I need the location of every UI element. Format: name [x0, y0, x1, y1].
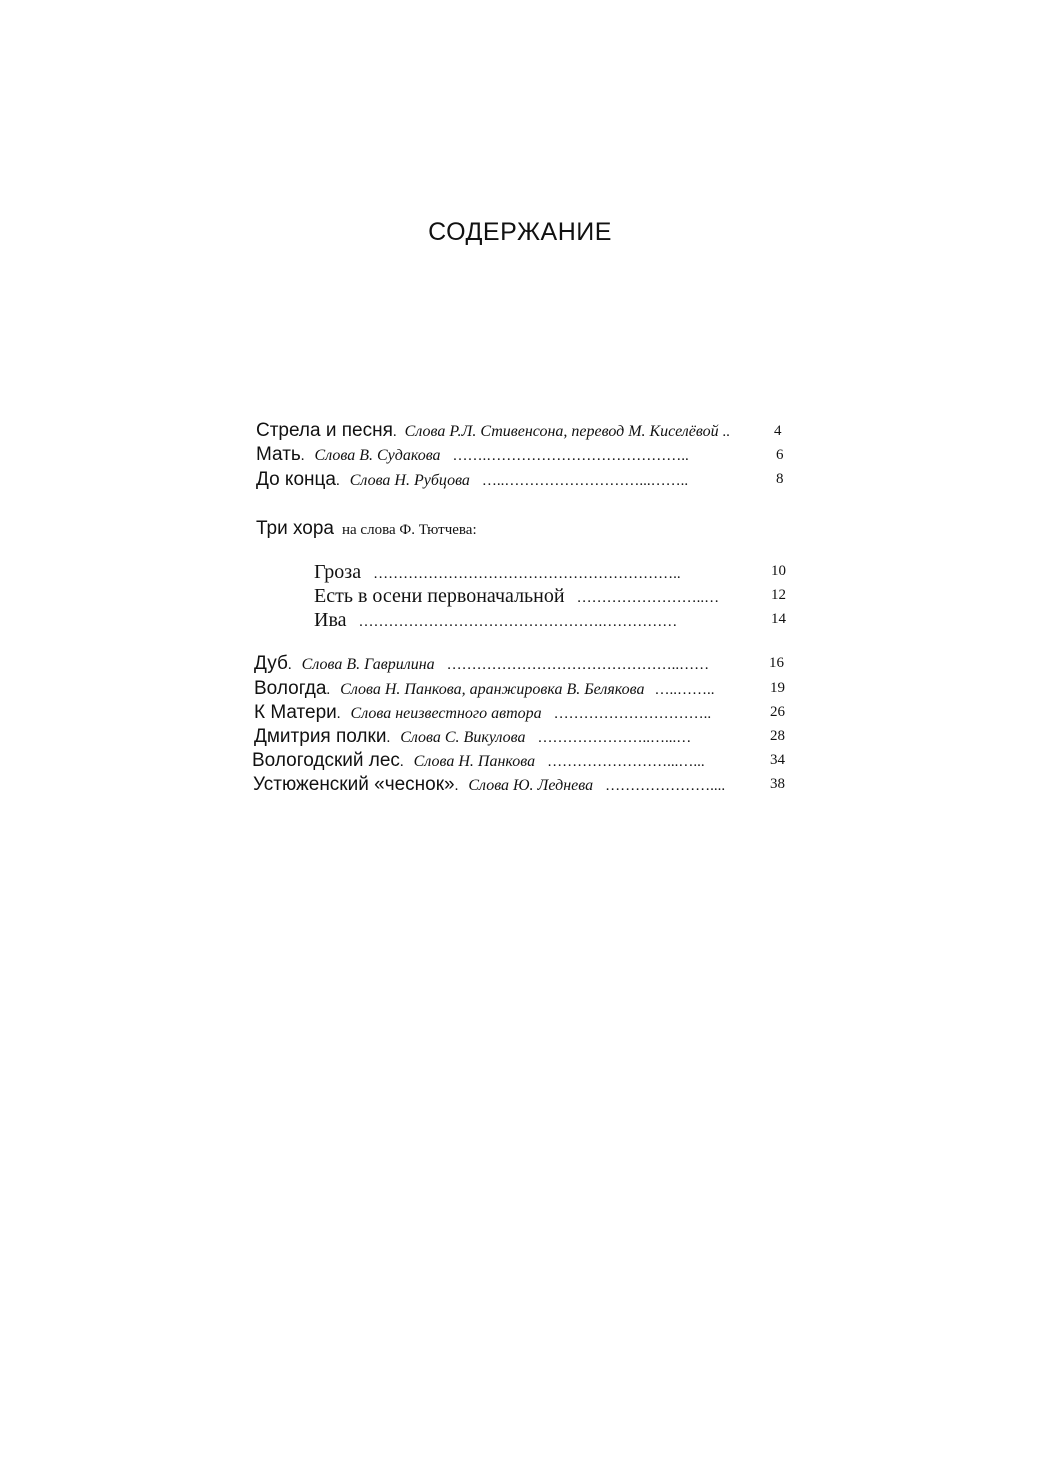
toc-entry-page: 6 [776, 447, 784, 463]
toc-entry-punct: . [454, 778, 459, 794]
toc-entry-page: 34 [770, 752, 785, 768]
toc-entry-words: Слова Р.Л. Стивенсона, перевод М. Киселёвой [404, 423, 719, 440]
toc-entry-punct: . [336, 706, 341, 722]
toc-group-title: Три хора [256, 518, 334, 539]
toc-entry-punct: . [392, 424, 397, 440]
toc-entry-page: 26 [770, 704, 785, 720]
toc-entry-page: 38 [770, 776, 785, 792]
page-heading: СОДЕРЖАНИЕ [428, 218, 612, 246]
toc-group-heading [256, 519, 477, 538]
toc-entry-leader: …….………………………………….. [452, 448, 689, 464]
toc-entry-title: Мать [256, 444, 301, 465]
toc-entry-title: К Матери [254, 702, 337, 723]
toc-entry-page: 28 [770, 728, 785, 744]
toc-entry [252, 751, 705, 770]
toc-entry-punct: . [399, 754, 404, 770]
toc-entry-title: Вологодский лес [252, 750, 400, 771]
toc-entry-leader: ………………………….. [553, 706, 712, 722]
toc-entry-words: Слова Ю. Леднева [468, 777, 594, 794]
toc-subentry-leader: ………………………………………….…………… [358, 614, 678, 630]
toc-entry-title: До конца [256, 469, 336, 490]
toc-entry-leader: …..………………………...…….. [481, 473, 689, 489]
toc-subentry-leader: …………………………………………………….. [373, 566, 681, 582]
toc-subentry-page: 12 [771, 587, 786, 603]
toc-entry-title: Устюженский «чеснок» [253, 774, 455, 795]
toc-entry-leader: ……………………...…... [547, 754, 705, 770]
toc-subentry-title: Есть в осени первоначальной [314, 585, 565, 607]
toc-entry-title: Вологда [254, 678, 327, 699]
toc-entry-punct: . [300, 448, 305, 464]
toc-entry-page: 8 [776, 471, 784, 487]
toc-entry [256, 421, 730, 440]
toc-entry-page: 19 [770, 680, 785, 696]
toc-entry-leader: …..…….. [654, 682, 715, 698]
toc-entry-words: Слова Н. Панкова [413, 753, 536, 770]
toc-subentry-leader: ……………………..… [576, 590, 720, 606]
toc-entry-punct: . [335, 473, 340, 489]
toc-group-note: на слова Ф. Тютчева: [342, 522, 477, 538]
toc-entry [253, 775, 725, 794]
toc-entry [254, 727, 691, 746]
toc-entry-punct: . [386, 730, 391, 746]
toc-subentry-title: Гроза [314, 561, 362, 583]
toc-entry-punct: . [326, 682, 331, 698]
toc-entry [254, 654, 709, 673]
toc-entry-words: Слова С. Викулова [400, 729, 526, 746]
toc-entry-punct: . [287, 657, 292, 673]
toc-entry [256, 470, 688, 489]
toc-entry-title: Дуб [254, 653, 288, 674]
toc-entry-leader: ………………….... [605, 778, 726, 794]
toc-subentry-page: 10 [771, 563, 786, 579]
toc-entry-leader: ………………………………………..…… [446, 657, 710, 673]
toc-entry-page: 16 [769, 655, 784, 671]
toc-subentry [314, 586, 719, 606]
toc-subentry [314, 610, 677, 630]
toc-entry-leader: .. [718, 424, 730, 440]
toc-entry [254, 703, 711, 722]
toc-entry-page: 4 [774, 423, 782, 439]
toc-entry-words: Слова Н. Рубцова [349, 472, 470, 489]
toc-entry-words: Слова В. Судакова [314, 447, 441, 464]
toc-entry [254, 679, 715, 698]
toc-entry-words: Слова неизвестного автора [350, 705, 542, 722]
toc-entry [256, 445, 689, 464]
toc-entry-title: Дмитрия полки [254, 726, 387, 747]
toc-entry-leader: …………………..…...… [537, 730, 692, 746]
toc-entry-words: Слова В. Гаврилина [301, 656, 435, 673]
toc-entry-title: Стрела и песня [256, 420, 393, 441]
toc-subentry-page: 14 [771, 611, 786, 627]
toc-subentry-title: Ива [314, 609, 347, 631]
toc-subentry [314, 562, 681, 582]
toc-entry-words: Слова Н. Панкова, аранжировка В. Белякова [340, 681, 645, 698]
